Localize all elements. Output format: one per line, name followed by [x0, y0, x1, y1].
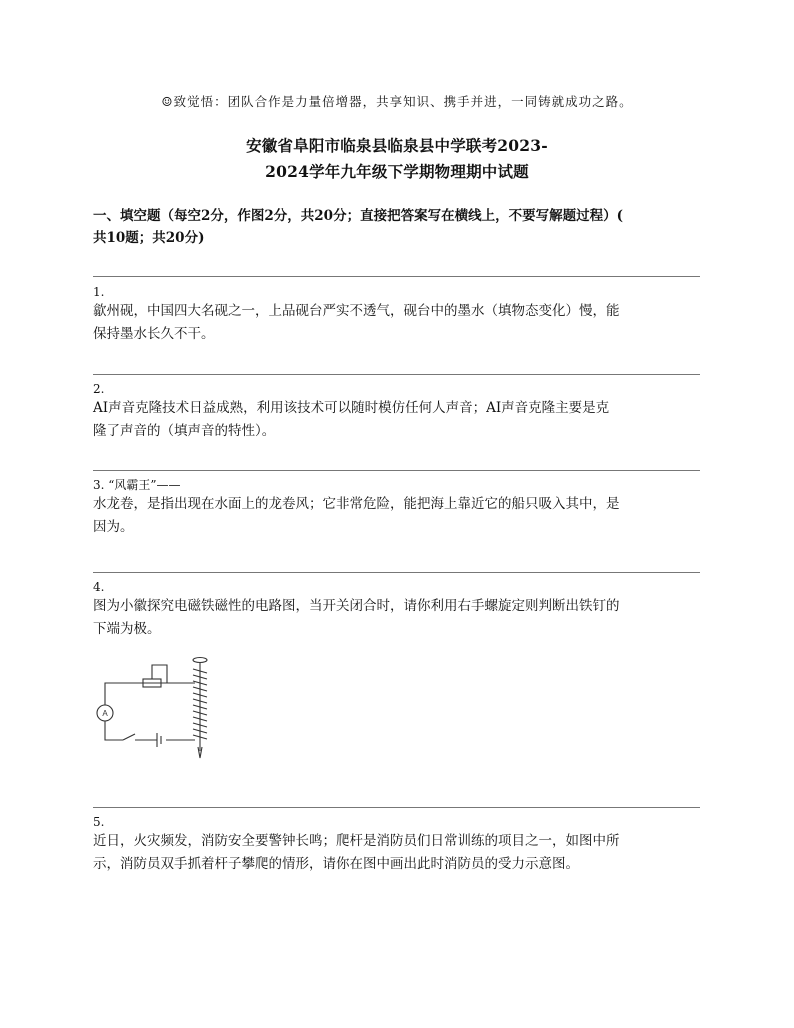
- question-divider: [93, 807, 700, 808]
- question-text-line: 近日，火灾频发，消防安全要警钟长鸣；爬杆是消防员们日常训练的项目之一，如图中所: [93, 833, 620, 849]
- question-text-line: 保持墨水长久不干。: [93, 326, 215, 342]
- question-text-line: 隆了声音的（填声音的特性）。: [93, 423, 276, 439]
- question-text-line: AI声音克隆技术日益成熟，利用该技术可以随时模仿任何人声音；AI声音克隆主要是克: [93, 400, 610, 416]
- question-5: [93, 814, 703, 876]
- question-divider: [93, 470, 700, 471]
- nail-head: [193, 658, 207, 663]
- ammeter-label: A: [102, 709, 108, 718]
- question-divider: [93, 572, 700, 573]
- section-heading: [93, 205, 703, 249]
- question-text-line: 因为。: [93, 519, 134, 535]
- question-number: 3. “风霸王”——: [93, 478, 181, 492]
- question-text-line: 示，消防员双手抓着杆子攀爬的情形，请你在图中画出此时消防员的受力示意图。: [93, 856, 579, 872]
- question-3: [93, 477, 703, 539]
- switch: [123, 734, 135, 740]
- question-4: [93, 579, 703, 641]
- electromagnet-circuit-figure: [95, 655, 235, 767]
- exam-title-line-1: 安徽省阜阳市临泉县临泉县中学联考2023-: [246, 136, 548, 155]
- question-text-line: 图为小徽探究电磁铁磁性的电路图，当开关闭合时，请你利用右手螺旋定则判断出铁钉的: [93, 598, 620, 614]
- question-divider: [93, 276, 700, 277]
- question-2: [93, 381, 703, 443]
- question-text-line: 下端为极。: [93, 621, 161, 637]
- question-number: 5.: [93, 815, 105, 829]
- question-number: 2.: [93, 382, 105, 396]
- question-divider: [93, 374, 700, 375]
- question-number: 4.: [93, 580, 105, 594]
- circuit-wire: [105, 683, 195, 705]
- question-1: [93, 284, 703, 346]
- section-heading-line-2: 共10题；共20分): [93, 230, 205, 246]
- motto-text: ☺致觉悟：团队合作是力量倍增器，共享知识、携手并进，一同铸就成功之路。: [161, 94, 633, 109]
- question-text-line: 歙州砚，中国四大名砚之一，上品砚台严实不透气，砚台中的墨水（填物态变化）慢，能: [93, 303, 620, 319]
- question-text-line: 水龙卷，是指出现在水面上的龙卷风；它非常危险，能把海上靠近它的船只吸入其中，是: [93, 496, 620, 512]
- rheostat-slider-wire: [152, 665, 167, 683]
- circuit-wire: [105, 721, 123, 740]
- section-heading-line-1: 一、填空题（每空2分，作图2分，共20分；直接把答案写在横线上，不要写解题过程）(: [93, 208, 623, 224]
- question-number: 1.: [93, 285, 105, 299]
- exam-title-line-2: 2024学年九年级下学期物理期中试题: [265, 162, 529, 181]
